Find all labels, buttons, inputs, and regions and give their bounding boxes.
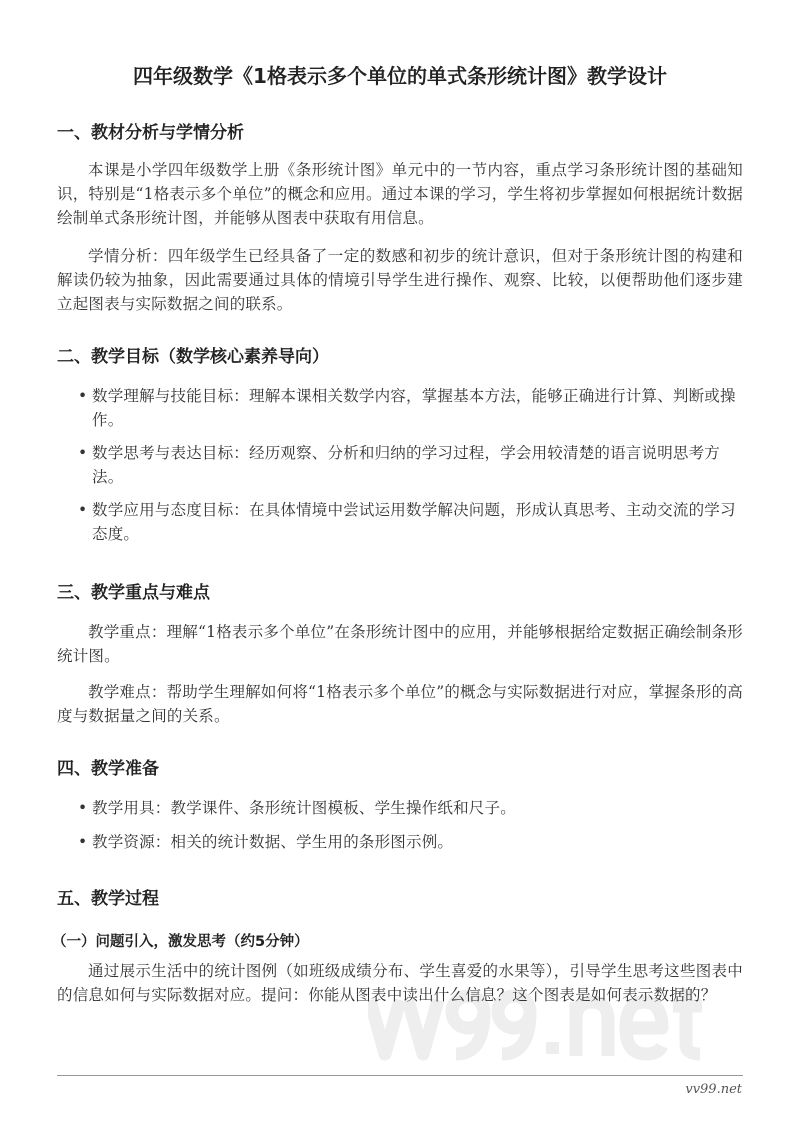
bullet-icon: •	[78, 444, 88, 462]
paragraph: 通过展示生活中的统计图例（如班级成绩分布、学生喜爱的水果等），引导学生思考这些图表中的信息如何与实际数据对应。提问：你能从图表中读出什么信息？这个图表是如何表示数据的？	[57, 962, 743, 1004]
bullet-icon: •	[78, 387, 88, 405]
section-heading-4: 四、教学准备	[57, 759, 159, 779]
list-item	[80, 830, 743, 854]
section-heading-5: 五、教学过程	[57, 889, 159, 909]
list-item-text: 数学应用与态度目标：在具体情境中尝试运用数学解决问题，形成认真思考、主动交流的学习态度。	[92, 501, 736, 543]
document-title: 四年级数学《1格表示多个单位的单式条形统计图》教学设计	[133, 64, 667, 88]
bullet-icon: •	[78, 799, 88, 817]
section-heading-3: 三、教学重点与难点	[57, 583, 210, 603]
list-item	[80, 796, 743, 820]
footer-text: vv99.net	[685, 1082, 742, 1097]
paragraph: 学情分析：四年级学生已经具备了一定的数感和初步的统计意识，但对于条形统计图的构建和解读仍较为抽象，因此需要通过具体的情境引导学生进行操作、观察、比较，以便帮助他们逐步建立起图表与实际数据之间的联系。	[57, 247, 743, 313]
subsection-heading: （一）问题引入，激发思考（约5分钟）	[52, 934, 309, 950]
list-item-text: 教学用具：教学课件、条形统计图模板、学生操作纸和尺子。	[92, 799, 516, 817]
document-body	[52, 62, 743, 1007]
paragraph: 本课是小学四年级数学上册《条形统计图》单元中的一节内容，重点学习条形统计图的基础知识，特别是“1格表示多个单位”的概念和应用。通过本课的学习，学生将初步掌握如何根据统计数据绘制单式条形统计图，并能够从图表中获取有用信息。	[57, 161, 743, 227]
list-item	[80, 498, 743, 546]
paragraph: 教学重点：理解“1格表示多个单位”在条形统计图中的应用，并能够根据给定数据正确绘制条形统计图。	[57, 623, 743, 665]
section-heading-2: 二、教学目标（数学核心素养导向）	[57, 347, 329, 367]
bullet-icon: •	[78, 501, 88, 519]
section-heading-1: 一、教材分析与学情分析	[57, 123, 244, 143]
list-item-text: 数学理解与技能目标：理解本课相关数学内容，掌握基本方法，能够正确进行计算、判断或操作。	[92, 387, 736, 429]
list-item	[80, 441, 743, 489]
bullet-icon: •	[78, 833, 88, 851]
paragraph: 教学难点：帮助学生理解如何将“1格表示多个单位”的概念与实际数据进行对应，掌握条形的高度与数据量之间的关系。	[57, 683, 743, 725]
footer-divider	[57, 1075, 743, 1076]
list-item	[80, 384, 743, 432]
list-item-text: 教学资源：相关的统计数据、学生用的条形图示例。	[92, 833, 454, 851]
list-item-text: 数学思考与表达目标：经历观察、分析和归纳的学习过程，学会用较清楚的语言说明思考方法。	[92, 444, 721, 486]
